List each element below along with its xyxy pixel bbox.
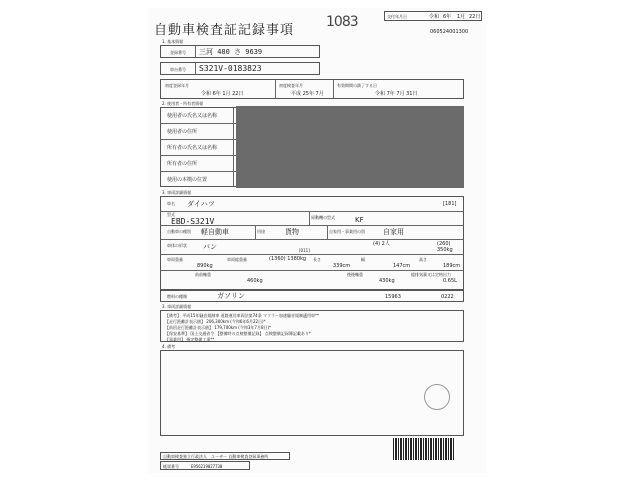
- chassis-value: S321V-0183823: [199, 64, 262, 73]
- front-axle-value: 460kg: [247, 278, 263, 284]
- document-number: 060524001300: [430, 29, 469, 35]
- private-label: 自家用・事業用の別: [329, 229, 365, 234]
- front-axle-label: 前前軸重: [195, 272, 211, 277]
- chassis-row: [160, 62, 320, 75]
- handwritten-number: 1083: [326, 14, 358, 30]
- maker-value: ダイハツ: [187, 200, 215, 208]
- max-load-value: (260) 350kg: [437, 241, 453, 253]
- model-label: 型式: [167, 212, 175, 217]
- kind-label: 自動車の種別: [167, 229, 191, 234]
- displacement-value: 0.65L: [443, 278, 457, 284]
- registration-value: 三河 480 さ 9639: [199, 48, 263, 56]
- issue-month: 1月: [457, 14, 466, 20]
- maker-code: [181]: [443, 201, 457, 207]
- displacement-label: 総排気量又は定格出力: [411, 272, 451, 277]
- type-number: 15963: [385, 294, 401, 300]
- issuer-value: ユーザー 自動車検査登録事務所: [211, 454, 269, 459]
- vehicle-table: [160, 196, 464, 290]
- form-number-row: [160, 461, 250, 470]
- first-inspection-label: 初度検査年月: [279, 83, 303, 88]
- use-value: 貨物: [285, 228, 299, 236]
- seal-stamp: [424, 384, 450, 410]
- length-value: 339cm: [333, 263, 351, 269]
- expiry-label: 有効期間の満了する日: [337, 83, 377, 88]
- registration-label: 登録番号: [170, 50, 186, 55]
- owner-label-base-location: 使用の本拠の位置: [167, 177, 208, 183]
- width-value: 147cm: [393, 263, 411, 269]
- body-code: [011]: [299, 248, 310, 253]
- notes-box: [160, 350, 464, 436]
- gross-label: 車両総重量: [227, 257, 247, 262]
- owner-label-user-address: 使用者の住所: [167, 129, 198, 135]
- private-value: 自家用: [383, 228, 404, 236]
- rear-axle-value: 430kg: [379, 278, 395, 284]
- barcode: [393, 438, 455, 460]
- section-remarks-heading: 3. 車両詳細情報: [162, 304, 192, 309]
- first-registration-value: 令和 6年 1月 22日: [201, 91, 244, 97]
- capacity-value: (4) 2人: [373, 241, 390, 247]
- remark-line-2: 【走行距離計表示値】 206,300km (令和6年6月22日)*: [165, 319, 266, 324]
- gross-value: (1360) 1380kg: [269, 256, 307, 262]
- engine-value: KF: [355, 216, 364, 224]
- class-number: 0222: [441, 294, 454, 300]
- weight-label: 車両重量: [167, 257, 183, 262]
- form-number-label: 帳票番号: [163, 464, 179, 469]
- remark-line-5: 【事業用】 指定整備工事**: [165, 337, 215, 342]
- fuel-label: 燃料の種類: [167, 294, 187, 299]
- width-label: 幅: [361, 257, 365, 262]
- document-title: 自動車検査証記録事項: [154, 23, 295, 38]
- remark-line-1: 【備考】 平成15年騒音規制車 道路運送車両法第74条 マフラー加速騒音規制適用車**: [165, 313, 319, 318]
- dates-row: [160, 79, 464, 99]
- remark-line-4: 【保安基準】 国土交通省令 【整備時の点検整備記録】 点検整備記録簿記載あり*: [165, 331, 311, 336]
- rear-axle-label: 後後軸重: [347, 272, 363, 277]
- issuer-label: 自動車検査独立行政法人: [163, 454, 207, 459]
- height-label: 高さ: [419, 257, 427, 262]
- issue-era: 令和: [429, 14, 440, 20]
- body-value: バン: [203, 243, 217, 251]
- expiry-value: 令和 7年 7月 31日: [375, 91, 418, 97]
- first-inspection-value: 平成 25年 7月: [291, 91, 324, 97]
- owner-label-owner-address: 所有者の住所: [167, 161, 198, 167]
- first-registration-label: 初度登録年月: [165, 83, 189, 88]
- engine-label: 原動機の型式: [311, 215, 335, 220]
- registration-row: [160, 45, 320, 58]
- issuer-row: [160, 452, 290, 460]
- fuel-value: ガソリン: [217, 292, 245, 300]
- section-vehicle-heading: 3. 車両詳細情報: [162, 190, 192, 195]
- owner-label-user-name: 使用者の氏名又は名称: [167, 113, 218, 119]
- body-label: 車体の形状: [167, 243, 187, 248]
- certificate-sheet: [148, 8, 486, 473]
- length-label: 長さ: [313, 257, 321, 262]
- chassis-label: 車台番号: [170, 67, 186, 72]
- remark-line-3: 【前回走行距離計表示値】 179,700km (令和3年7月8日)*: [165, 325, 272, 330]
- owner-label-owner-name: 所有者の氏名又は名称: [167, 145, 218, 151]
- issue-year: 6年: [443, 14, 452, 20]
- height-value: 189cm: [443, 263, 461, 269]
- section-basic-heading: 1. 基本情報: [162, 39, 184, 44]
- redaction-block: [236, 106, 464, 188]
- issue-day: 22日: [469, 14, 481, 20]
- remarks-box: [160, 310, 464, 342]
- issue-date-label: 交付年月日: [387, 14, 407, 19]
- model-value: EBD-S321V: [171, 217, 215, 226]
- weight-value: 890kg: [197, 263, 213, 269]
- section-owner-heading: 2. 使用者・所有者情報: [162, 101, 204, 106]
- use-label: 用途: [257, 229, 265, 234]
- fuel-row: [160, 290, 464, 302]
- issue-date-box: [384, 11, 482, 21]
- form-number-value: E956219027730: [191, 464, 223, 469]
- maker-label: 車名: [167, 201, 175, 206]
- kind-value: 軽自動車: [201, 228, 229, 236]
- section-notes-heading: 4. 備考: [162, 344, 176, 349]
